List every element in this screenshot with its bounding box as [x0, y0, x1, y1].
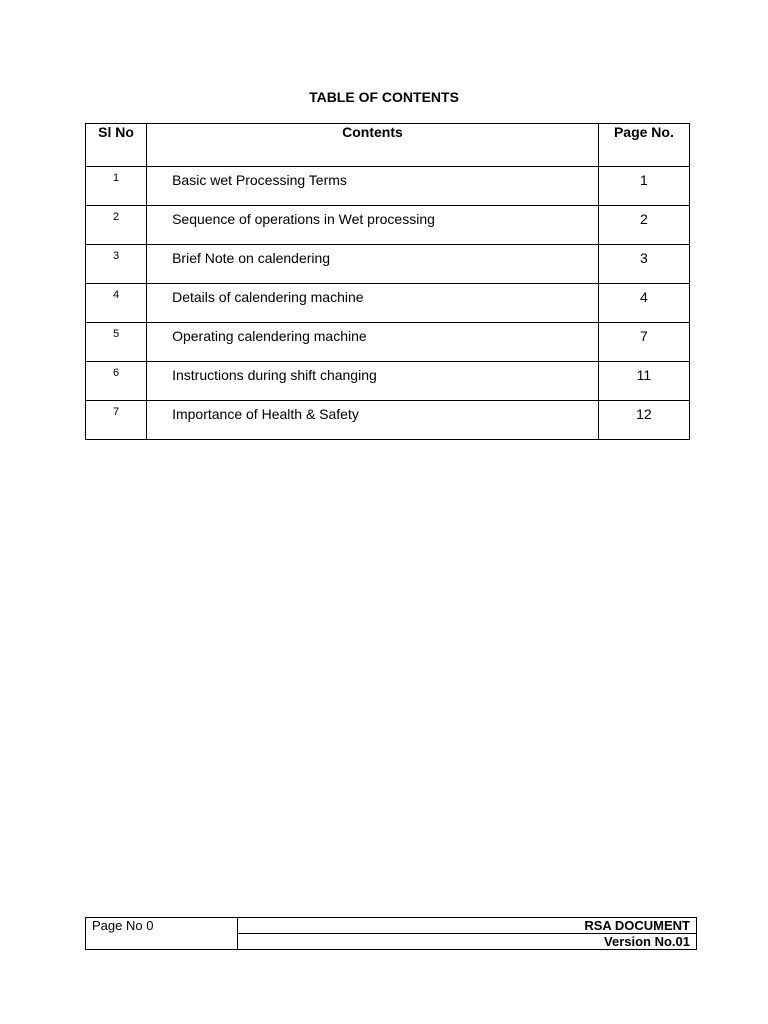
- column-header-page-no: Page No.: [598, 124, 689, 167]
- row-page-number: 4: [598, 284, 689, 323]
- table-row: [86, 323, 690, 362]
- row-sl-number: 4: [86, 284, 147, 323]
- table-row: [86, 284, 690, 323]
- row-sl-number: 2: [86, 206, 147, 245]
- footer-page-number: Page No 0: [86, 918, 238, 950]
- row-sl-number: 1: [86, 167, 147, 206]
- table-header-row: [86, 124, 690, 167]
- row-page-number: 1: [598, 167, 689, 206]
- row-page-number: 12: [598, 401, 689, 440]
- table-row: [86, 167, 690, 206]
- row-sl-number: 3: [86, 245, 147, 284]
- row-page-number: 2: [598, 206, 689, 245]
- row-content-title: Basic wet Processing Terms: [147, 167, 599, 206]
- page-title: TABLE OF CONTENTS: [309, 89, 459, 105]
- row-sl-number: 7: [86, 401, 147, 440]
- row-page-number: 3: [598, 245, 689, 284]
- row-page-number: 11: [598, 362, 689, 401]
- column-header-sl-no: Sl No: [86, 124, 147, 167]
- row-sl-number: 6: [86, 362, 147, 401]
- table-row: [86, 206, 690, 245]
- table-row: [86, 362, 690, 401]
- table-row: [86, 401, 690, 440]
- row-content-title: Operating calendering machine: [147, 323, 599, 362]
- contents-table: [85, 123, 690, 440]
- table-row: [86, 245, 690, 284]
- row-content-title: Instructions during shift changing: [147, 362, 599, 401]
- page-footer: [85, 917, 697, 950]
- row-content-title: Details of calendering machine: [147, 284, 599, 323]
- row-content-title: Sequence of operations in Wet processing: [147, 206, 599, 245]
- footer-document-label: RSA DOCUMENT: [238, 918, 697, 934]
- footer-version-label: Version No.01: [238, 934, 697, 950]
- row-content-title: Importance of Health & Safety: [147, 401, 599, 440]
- row-sl-number: 5: [86, 323, 147, 362]
- row-content-title: Brief Note on calendering: [147, 245, 599, 284]
- column-header-contents: Contents: [147, 124, 599, 167]
- row-page-number: 7: [598, 323, 689, 362]
